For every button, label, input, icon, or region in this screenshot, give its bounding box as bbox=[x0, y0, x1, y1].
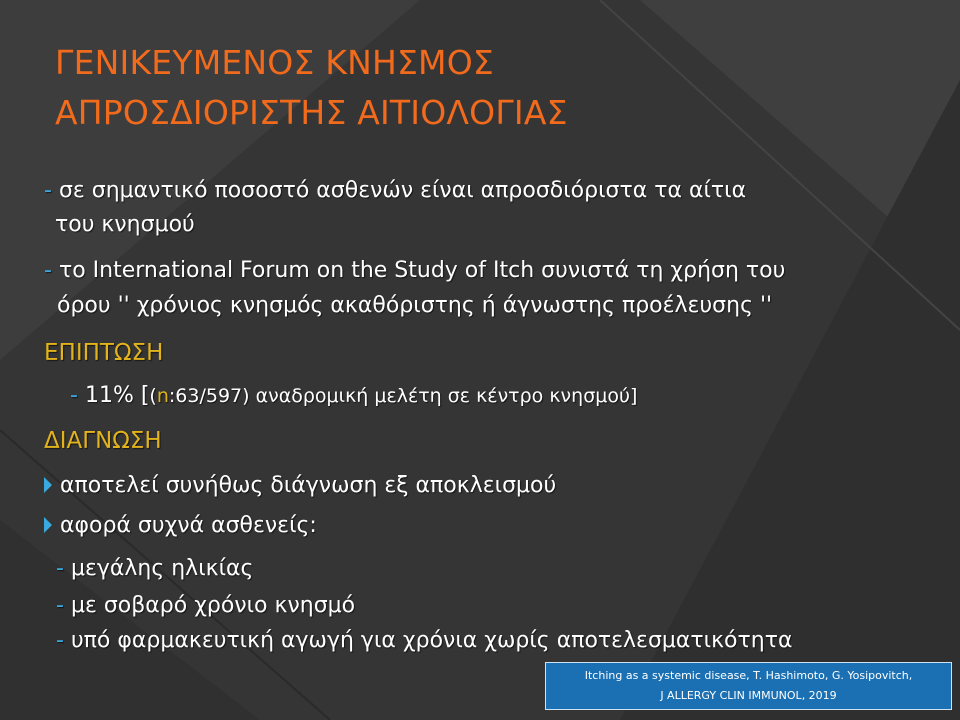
diagnosis-subitem-text: υπό φαρμακευτική αγωγή για χρόνια χωρίς αποτελεσματικότητα bbox=[63, 628, 793, 653]
incidence-detail: :63/597) αναδρομική μελέτη σε κέντρο κνησμού] bbox=[168, 385, 638, 407]
incidence-value: 11% [ bbox=[77, 383, 150, 408]
dash-marker: - bbox=[56, 556, 64, 581]
reference-box bbox=[545, 662, 952, 710]
triangle-bullet-icon bbox=[44, 477, 52, 493]
dash-marker: - bbox=[70, 383, 78, 408]
reference-line-2: J ALLERGY CLIN IMMUNOL, 2019 bbox=[660, 689, 837, 702]
bullet-1-line-1 bbox=[44, 178, 746, 203]
incidence-n-letter: n bbox=[156, 385, 169, 407]
slide-title-line-2: ΑΠΡΟΣΔΙΟΡΙΣΤΗΣ ΑΙΤΙΟΛΟΓΙΑΣ bbox=[55, 93, 568, 132]
diagnosis-subitem-3 bbox=[56, 628, 792, 653]
incidence-open-paren: ( bbox=[149, 385, 157, 407]
diagnosis-item-1 bbox=[44, 473, 556, 498]
dash-marker: - bbox=[44, 178, 52, 203]
diagnosis-item-text: αποτελεί συνήθως διάγνωση εξ αποκλεισμού bbox=[60, 473, 557, 498]
bullet-2-text: το International Forum on the Study of Itch συνιστά τη χρήση του bbox=[51, 258, 786, 283]
bullet-2-line-1 bbox=[44, 258, 785, 283]
slide-title bbox=[55, 38, 915, 138]
diagnosis-subitem-text: με σοβαρό χρόνιο κνησμό bbox=[63, 593, 356, 618]
slide-title-line-1: ΓΕΝΙΚΕΥΜΕΝΟΣ ΚΝΗΣΜΟΣ bbox=[55, 43, 494, 82]
reference-line-1: Itching as a systemic disease, T. Hashimoto, G. Yosipovitch, bbox=[584, 669, 913, 682]
diagnosis-subitem-text: μεγάλης ηλικίας bbox=[63, 556, 254, 581]
bullet-2-line-2: όρου '' χρόνιος κνησμός ακαθόριστης ή άγνωστης προέλευσης '' bbox=[57, 293, 773, 318]
triangle-bullet-icon bbox=[44, 517, 52, 533]
dash-marker: - bbox=[56, 593, 64, 618]
bullet-1-text: σε σημαντικό ποσοστό ασθενών είναι απροσδιόριστα τα αίτια bbox=[51, 178, 747, 203]
bullet-1-line-2: του κνησμού bbox=[55, 212, 195, 237]
diagnosis-item-text: αφορά συχνά ασθενείς: bbox=[60, 513, 317, 538]
diagnosis-subitem-2 bbox=[56, 593, 355, 618]
dash-marker: - bbox=[44, 258, 52, 283]
dash-marker: - bbox=[56, 628, 64, 653]
diagnosis-item-2 bbox=[44, 513, 317, 538]
diagnosis-subitem-1 bbox=[56, 556, 253, 581]
diagnosis-heading: ΔΙΑΓΝΩΣΗ bbox=[44, 428, 162, 454]
incidence-heading: ΕΠΙΠΤΩΣΗ bbox=[44, 340, 164, 366]
incidence-line bbox=[70, 383, 637, 408]
